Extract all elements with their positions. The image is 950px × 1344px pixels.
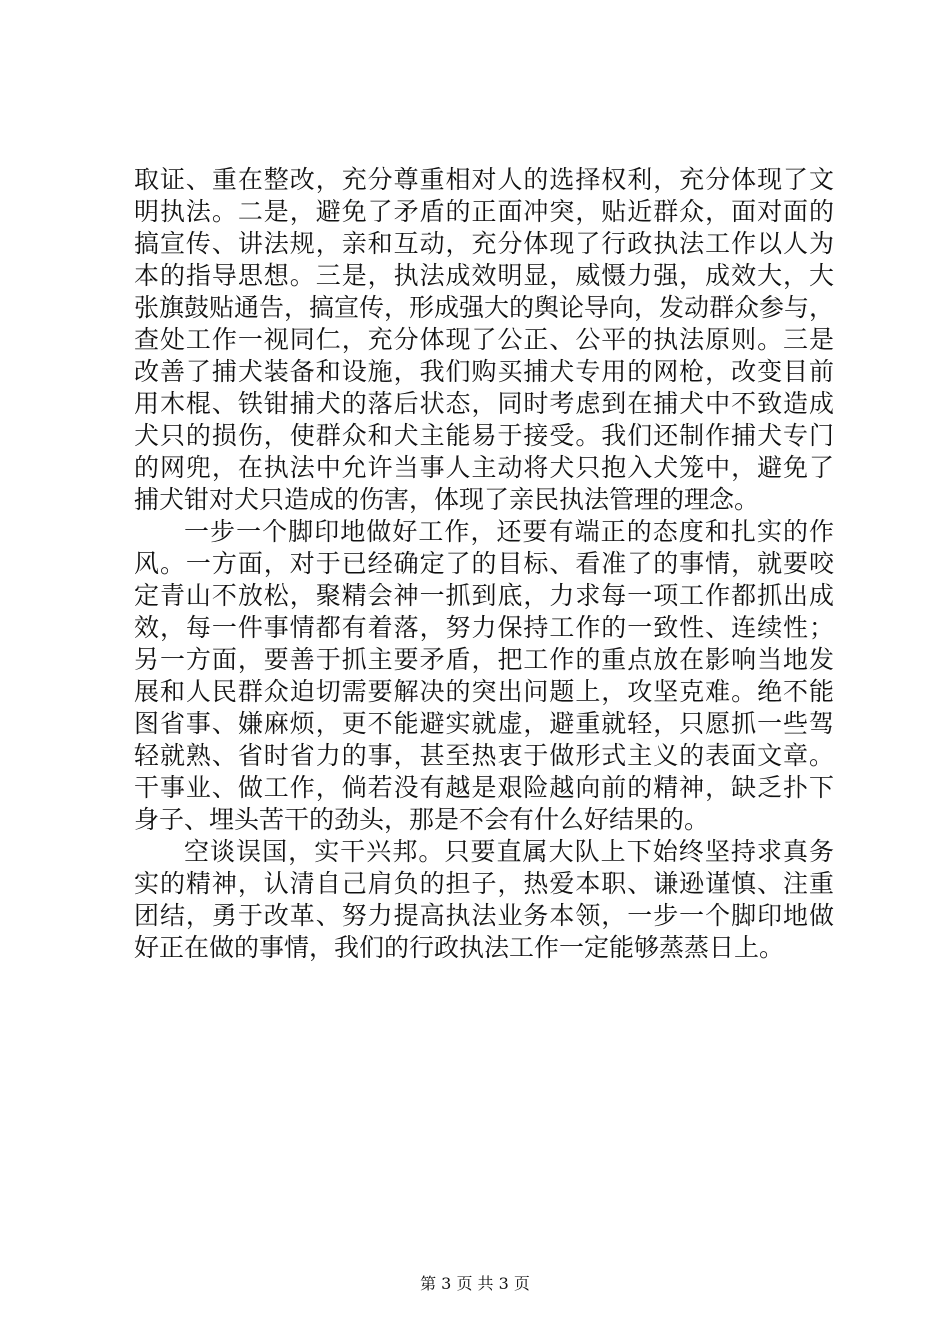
text-line: 的网兜，在执法中允许当事人主动将犬只抱入犬笼中，避免了 (134, 453, 834, 482)
text-line: 用木棍、铁钳捕犬的落后状态，同时考虑到在捕犬中不致造成 (134, 389, 834, 418)
text-line: 明执法。二是，避免了矛盾的正面冲突，贴近群众，面对面的 (134, 197, 834, 226)
text-line: 空谈误国，实干兴邦。只要直属大队上下始终坚持求真务 (184, 837, 834, 866)
text-line: 搞宣传、讲法规，亲和互动，充分体现了行政执法工作以人为 (134, 229, 834, 258)
text-line: 张旗鼓贴通告，搞宣传，形成强大的舆论导向，发动群众参与， (134, 293, 835, 322)
text-line: 效，每一件事情都有着落，努力保持工作的一致性、连续性； (134, 613, 834, 642)
text-line: 身子、埋头苦干的劲头，那是不会有什么好结果的。 (134, 805, 710, 834)
text-line: 犬只的损伤，使群众和犬主能易于接受。我们还制作捕犬专门 (134, 421, 834, 450)
text-line: 本的指导思想。三是，执法成效明显，威慑力强，成效大，大 (134, 261, 834, 290)
body-text (134, 164, 834, 964)
page-footer: 第 3 页 共 3 页 (420, 1274, 530, 1293)
text-line: 取证、重在整改，充分尊重相对人的选择权利，充分体现了文 (134, 165, 834, 194)
text-line: 风。一方面，对于已经确定了的目标、看准了的事情，就要咬 (134, 549, 834, 578)
text-line: 一步一个脚印地做好工作，还要有端正的态度和扎实的作 (184, 517, 834, 546)
text-line: 轻就熟、省时省力的事，甚至热衷于做形式主义的表面文章。 (134, 741, 834, 770)
text-line: 定青山不放松，聚精会神一抓到底，力求每一项工作都抓出成 (134, 581, 834, 610)
text-line: 展和人民群众迫切需要解决的突出问题上，攻坚克难。绝不能 (134, 677, 834, 706)
text-line: 改善了捕犬装备和设施，我们购买捕犬专用的网枪，改变目前 (134, 357, 834, 386)
text-line: 干事业、做工作，倘若没有越是艰险越向前的精神，缺乏扑下 (134, 773, 834, 802)
text-line: 实的精神，认清自己肩负的担子，热爱本职、谦逊谨慎、注重 (134, 869, 834, 898)
text-line: 好正在做的事情，我们的行政执法工作一定能够蒸蒸日上。 (134, 933, 785, 962)
text-line: 捕犬钳对犬只造成的伤害，体现了亲民执法管理的理念。 (134, 485, 760, 514)
text-line: 团结，勇于改革、努力提高执法业务本领，一步一个脚印地做 (134, 901, 834, 930)
text-line: 查处工作一视同仁，充分体现了公正、公平的执法原则。三是 (134, 325, 834, 354)
text-line: 另一方面，要善于抓主要矛盾，把工作的重点放在影响当地发 (134, 645, 834, 674)
text-line: 图省事、嫌麻烦，更不能避实就虚，避重就轻，只愿抓一些驾 (134, 709, 834, 738)
